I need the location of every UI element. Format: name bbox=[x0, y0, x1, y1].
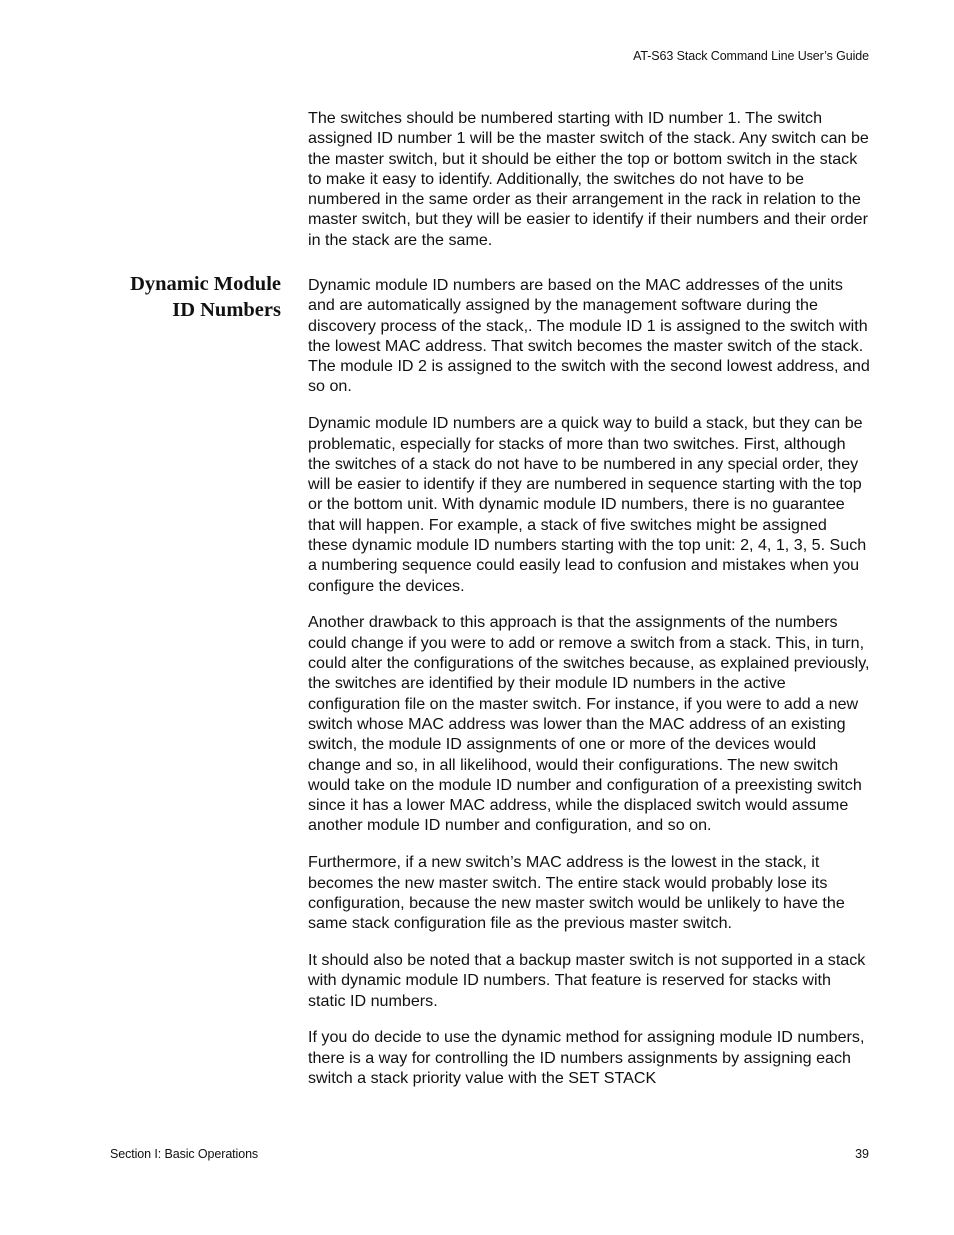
intro-paragraph: The switches should be numbered starting with ID number 1. The switch assigned ID number 1 will be the master switch of the stack. Any switch can be the master switch, but it should be either the top or bottom switch in the stack to make it easy to identify. Additionally, the switches do not have to be numbered in the same order as their arrangement in the rack in relation to the master switch, but they will be easier to identify if their numbers and their order in the stack are the same. bbox=[308, 109, 869, 249]
running-header: AT-S63 Stack Command Line User’s Guide bbox=[633, 49, 869, 63]
paragraph: If you do decide to use the dynamic method for assigning module ID numbers, there is a way for controlling the ID numbers assignments by assigning each switch a stack priority value with the SET STACK bbox=[308, 1028, 865, 1087]
paragraph: Dynamic module ID numbers are based on the MAC addresses of the units and are automatically assigned by the management software during the discovery process of the stack,. The module ID 1 is assigned to the switch with the lowest MAC address. That switch becomes the master switch of the stack. The module ID 2 is assigned to the switch with the second lowest address, and so on. bbox=[308, 276, 870, 396]
section-body bbox=[308, 275, 870, 1105]
footer-section-label: Section I: Basic Operations bbox=[110, 1147, 259, 1161]
section-heading bbox=[130, 271, 281, 323]
section-heading-line1: Dynamic Module bbox=[130, 273, 281, 295]
section-heading-line2: ID Numbers bbox=[172, 299, 281, 321]
paragraph: Furthermore, if a new switch’s MAC address is the lowest in the stack, it becomes the new master switch. The entire stack would probably lose its configuration, because the new master switch would be unlikely to have the same stack configuration file as the previous master switch. bbox=[308, 853, 845, 933]
paragraph: It should also be noted that a backup master switch is not supported in a stack with dynamic module ID numbers. That feature is reserved for stacks with static ID numbers. bbox=[308, 950, 866, 1010]
intro-column bbox=[308, 108, 870, 250]
page-number: 39 bbox=[855, 1147, 869, 1161]
paragraph: Dynamic module ID numbers are a quick way to build a stack, but they can be problematic, especially for stacks of more than two switches. First, although the switches of a stack do not have to be numbered in any special order, they will be easier to identify if they are numbered in sequence starting with the top or the bottom unit. With dynamic module ID numbers, there is no guarantee that will happen. For example, a stack of five switches might be assigned these dynamic module ID numbers starting with the top unit: 2, 4, 1, 3, 5. Such a numbering sequence could easily lead to confusion and mistakes when you configure the devices. bbox=[308, 414, 867, 595]
paragraph: Another drawback to this approach is that the assignments of the numbers could change if you were to add or remove a switch from a stack. This, in turn, could alter the configurations of the switches because, as explained previously, the switches are identified by their module ID numbers in the active configuration file on the master switch. For instance, if you were to add a new switch whose MAC address was lower than the MAC address of an existing switch, the module ID assignments of one or more of the devices would change and so, in all likelihood, would their configurations. The new switch would take on the module ID number and configuration of a preexisting switch since it has a lower MAC address, while the displaced switch would assume another module ID number and configuration, and so on. bbox=[308, 613, 870, 835]
